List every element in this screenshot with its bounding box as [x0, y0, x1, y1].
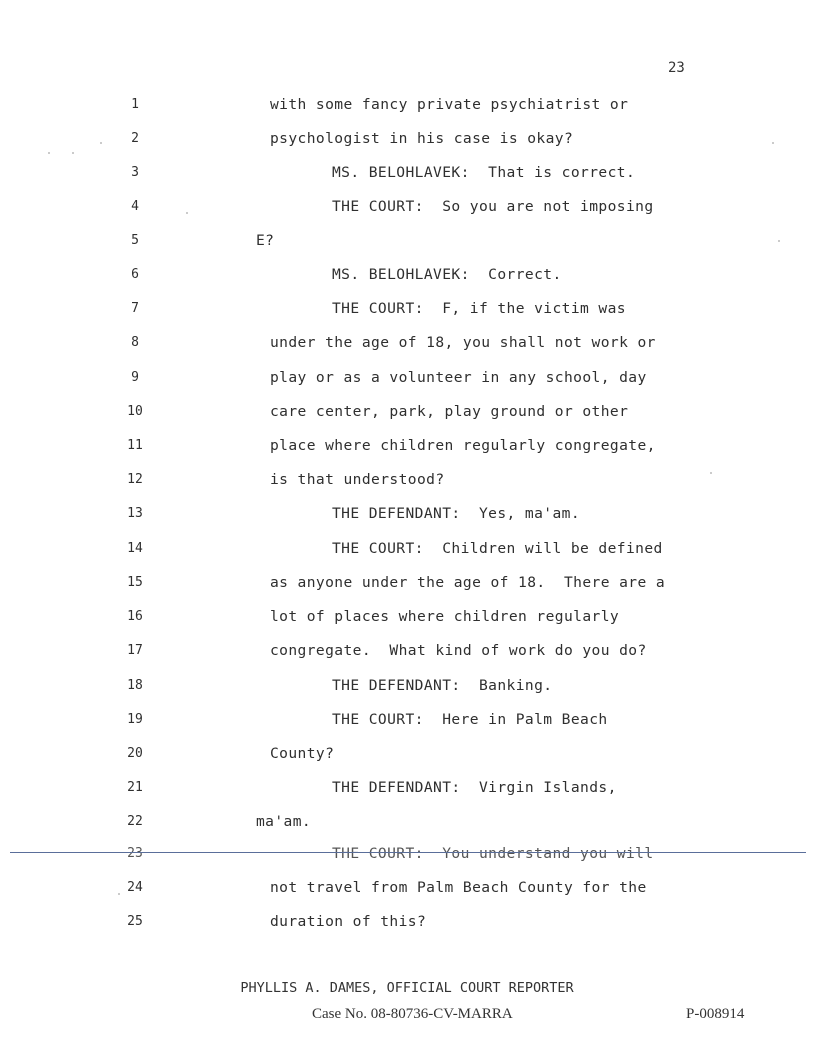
- line-number: 17: [127, 643, 143, 658]
- transcript-line: [0, 266, 816, 290]
- line-number: 16: [127, 609, 143, 624]
- transcript-line: [0, 711, 816, 735]
- line-text: ma'am.: [256, 813, 312, 830]
- scan-speck: [100, 142, 102, 144]
- transcript-line-struck: [0, 845, 816, 869]
- scan-speck: [778, 240, 780, 242]
- line-text: as anyone under the age of 18. There are a: [270, 574, 666, 591]
- scan-speck: [772, 142, 774, 144]
- line-text: County?: [270, 745, 335, 762]
- transcript-line: [0, 540, 816, 564]
- scan-speck: [72, 152, 74, 154]
- line-text: THE COURT: Children will be defined: [332, 540, 663, 557]
- transcript-line: [0, 813, 816, 837]
- scan-speck: [186, 212, 188, 214]
- line-text: THE COURT: You understand you will: [332, 845, 654, 862]
- line-text: THE COURT: Here in Palm Beach: [332, 711, 608, 728]
- transcript-line: [0, 164, 816, 188]
- line-number: 14: [127, 541, 143, 556]
- transcript-line: [0, 96, 816, 120]
- line-number: 20: [127, 746, 143, 761]
- line-text: E?: [256, 232, 275, 249]
- line-number: 9: [131, 370, 139, 385]
- line-number: 25: [127, 914, 143, 929]
- line-number: 24: [127, 880, 143, 895]
- line-number: 23: [127, 846, 143, 861]
- line-number: 21: [127, 780, 143, 795]
- transcript-line: [0, 745, 816, 769]
- line-number: 1: [131, 97, 139, 112]
- line-text: duration of this?: [270, 913, 427, 930]
- court-reporter-footer: [0, 980, 816, 996]
- line-text: THE COURT: So you are not imposing: [332, 198, 654, 215]
- scan-speck: [118, 893, 120, 895]
- transcript-line: [0, 779, 816, 803]
- line-text: MS. BELOHLAVEK: Correct.: [332, 266, 562, 283]
- line-text: with some fancy private psychiatrist or: [270, 96, 629, 113]
- line-text: THE DEFENDANT: Virgin Islands,: [332, 779, 617, 796]
- line-number: 15: [127, 575, 143, 590]
- transcript-line: [0, 300, 816, 324]
- transcript-line: [0, 437, 816, 461]
- line-text: THE DEFENDANT: Banking.: [332, 677, 553, 694]
- line-number: 13: [127, 506, 143, 521]
- line-text: care center, park, play ground or other: [270, 403, 629, 420]
- transcript-line: [0, 574, 816, 598]
- scan-speck: [48, 152, 50, 154]
- transcript-line: [0, 642, 816, 666]
- transcript-line: [0, 198, 816, 222]
- transcript-line: [0, 369, 816, 393]
- transcript-line: [0, 913, 816, 937]
- page-number: 23: [668, 60, 685, 76]
- transcript-line: [0, 471, 816, 495]
- transcript-line: [0, 130, 816, 154]
- line-number: 11: [127, 438, 143, 453]
- line-number: 6: [131, 267, 139, 282]
- line-number: 10: [127, 404, 143, 419]
- reporter-name: PHYLLIS A. DAMES, OFFICIAL COURT REPORTER: [240, 980, 574, 996]
- line-text: THE COURT: F, if the victim was: [332, 300, 626, 317]
- transcript-line: [0, 232, 816, 256]
- line-text: THE DEFENDANT: Yes, ma'am.: [332, 505, 581, 522]
- line-text: is that understood?: [270, 471, 445, 488]
- line-number: 3: [131, 165, 139, 180]
- line-number: 8: [131, 335, 139, 350]
- transcript-line: [0, 403, 816, 427]
- line-number: 4: [131, 199, 139, 214]
- line-text: congregate. What kind of work do you do?: [270, 642, 647, 659]
- transcript-line: [0, 608, 816, 632]
- line-text: lot of places where children regularly: [270, 608, 620, 625]
- line-text: place where children regularly congregate,: [270, 437, 656, 454]
- line-number: 22: [127, 814, 143, 829]
- line-text: under the age of 18, you shall not work or: [270, 334, 656, 351]
- bates-number: P-008914: [686, 1006, 745, 1022]
- scan-speck: [710, 472, 712, 474]
- line-text: not travel from Palm Beach County for the: [270, 879, 647, 896]
- line-text: play or as a volunteer in any school, day: [270, 369, 647, 386]
- line-number: 18: [127, 678, 143, 693]
- line-text: psychologist in his case is okay?: [270, 130, 574, 147]
- line-number: 2: [131, 131, 139, 146]
- line-number: 7: [131, 301, 139, 316]
- transcript-line: [0, 505, 816, 529]
- transcript-line: [0, 334, 816, 358]
- case-number: Case No. 08-80736-CV-MARRA: [312, 1006, 513, 1022]
- line-number: 19: [127, 712, 143, 727]
- line-number: 5: [131, 233, 139, 248]
- transcript-line: [0, 677, 816, 701]
- line-number: 12: [127, 472, 143, 487]
- line-text: MS. BELOHLAVEK: That is correct.: [332, 164, 636, 181]
- transcript-line: [0, 879, 816, 903]
- strikethrough-rule: [10, 852, 806, 853]
